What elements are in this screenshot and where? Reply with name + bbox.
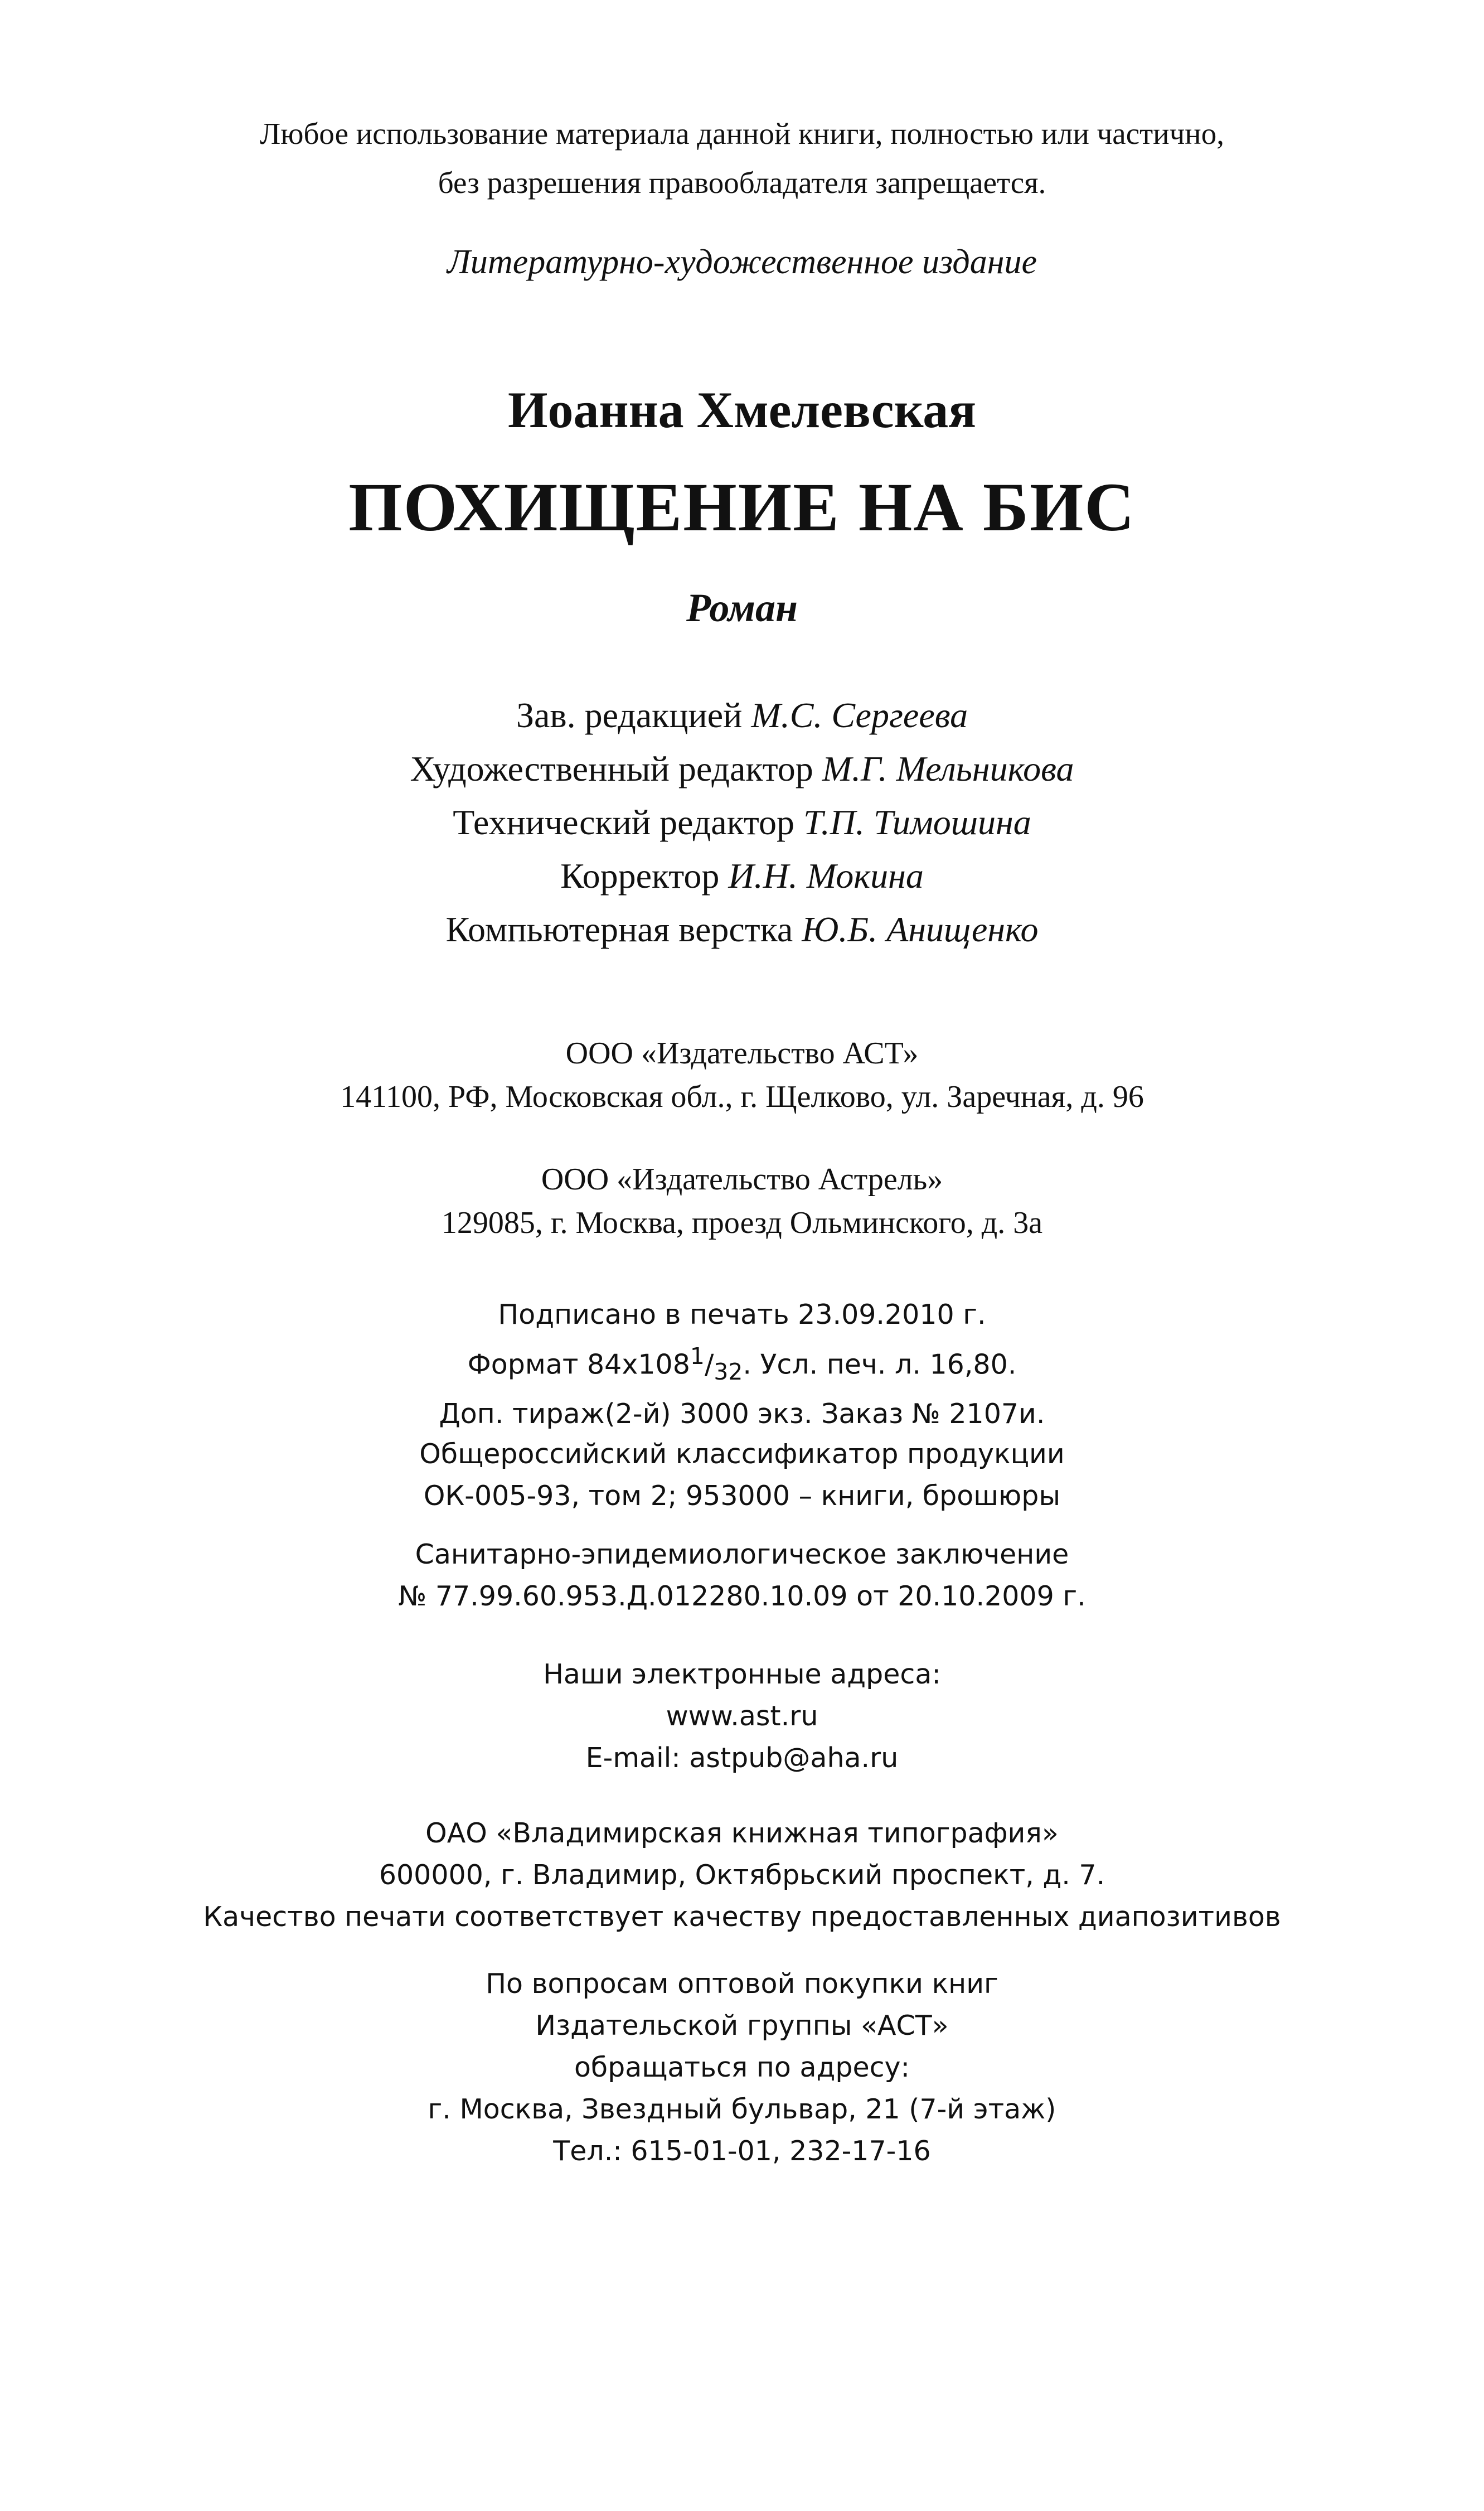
publisher-name: ООО «Издательство АСТ»: [565, 1036, 919, 1071]
credit-line: [0, 849, 1484, 903]
printer-name: ОАО «Владимирская книжная типография»: [425, 1817, 1059, 1849]
publisher-address: 141100, РФ, Московская обл., г. Щелково, ул. Заречная, д. 96: [340, 1080, 1144, 1114]
publisher-ast: [0, 1032, 1484, 1119]
legal-notice-line: Любое использование материала данной книги, полностью или частично,: [260, 117, 1224, 151]
credit-name: М.С. Сергеева: [751, 695, 968, 735]
print-quality-note: Качество печати соответствует качеству предоставленных диапозитивов: [203, 1901, 1281, 1933]
website-link[interactable]: www.ast.ru: [666, 1700, 818, 1732]
sanitary-conclusion: Санитарно-эпидемиологическое заключение № 77.99.60.953.Д.012280.10.09 от 20.10.2009 г.: [398, 1538, 1086, 1612]
credit-role: Художественный редактор: [410, 749, 813, 788]
book-title: ПОХИЩЕНИЕ НА БИС: [348, 469, 1136, 545]
genre-label: Литературно-художественное издание: [447, 243, 1037, 281]
credit-name: И.Н. Мокина: [728, 856, 924, 896]
print-run: Доп. тираж(2-й) 3000 экз. Заказ № 2107и.: [439, 1398, 1045, 1430]
credit-role: Компьютерная верстка: [445, 909, 793, 949]
credit-line: [0, 689, 1484, 742]
credit-line: [0, 742, 1484, 796]
legal-notice: [0, 109, 1484, 207]
credit-line: [0, 796, 1484, 849]
legal-notice-line: без разрешения правообладателя запрещается.: [438, 166, 1046, 200]
credit-name: М.Г. Мельникова: [822, 749, 1074, 788]
wholesale-info: По вопросам оптовой покупки книг Издательской группы «АСТ» обращаться по адресу: г. Москва, Звездный бульвар, 21 (7-й этаж) Тел.: 615-01-01, 232-17-16: [0, 1963, 1484, 2172]
credit-role: Корректор: [560, 856, 720, 896]
credit-name: Т.П. Тимошина: [803, 802, 1031, 842]
product-classifier: Общероссийский классификатор продукции ОК-005-93, том 2; 953000 – книги, брошюры: [419, 1438, 1065, 1512]
print-format: Формат $84x108^1/_{32}$. Усл. печ. л. 16,80.: [467, 1343, 1017, 1386]
credit-role: Технический редактор: [453, 802, 795, 842]
credit-name: Ю.Б. Анищенко: [802, 909, 1039, 949]
credit-line: [0, 903, 1484, 956]
editorial-credits: [0, 689, 1484, 956]
credit-role: Зав. редакцией: [516, 695, 743, 735]
publisher-address: 129085, г. Москва, проезд Ольминского, д. 3а: [441, 1206, 1043, 1240]
book-author: Иоанна Хмелевская: [508, 381, 976, 438]
email-link[interactable]: E-mail: astpub@aha.ru: [585, 1742, 899, 1774]
print-signed: Подписано в печать 23.09.2010 г.: [498, 1299, 986, 1331]
publisher-astrel: [0, 1158, 1484, 1245]
book-subtitle: Роман: [686, 586, 798, 630]
web-heading: Наши электронные адреса:: [543, 1658, 941, 1690]
publisher-name: ООО «Издательство Астрель»: [541, 1162, 943, 1197]
printing-house: [0, 1812, 1484, 1938]
web-contacts: [0, 1653, 1484, 1779]
wholesale-phone: Тел.: 615-01-01, 232-17-16: [553, 2135, 931, 2167]
printer-address: 600000, г. Владимир, Октябрьский проспект, д. 7.: [379, 1859, 1105, 1891]
print-info: [0, 1294, 1484, 1435]
